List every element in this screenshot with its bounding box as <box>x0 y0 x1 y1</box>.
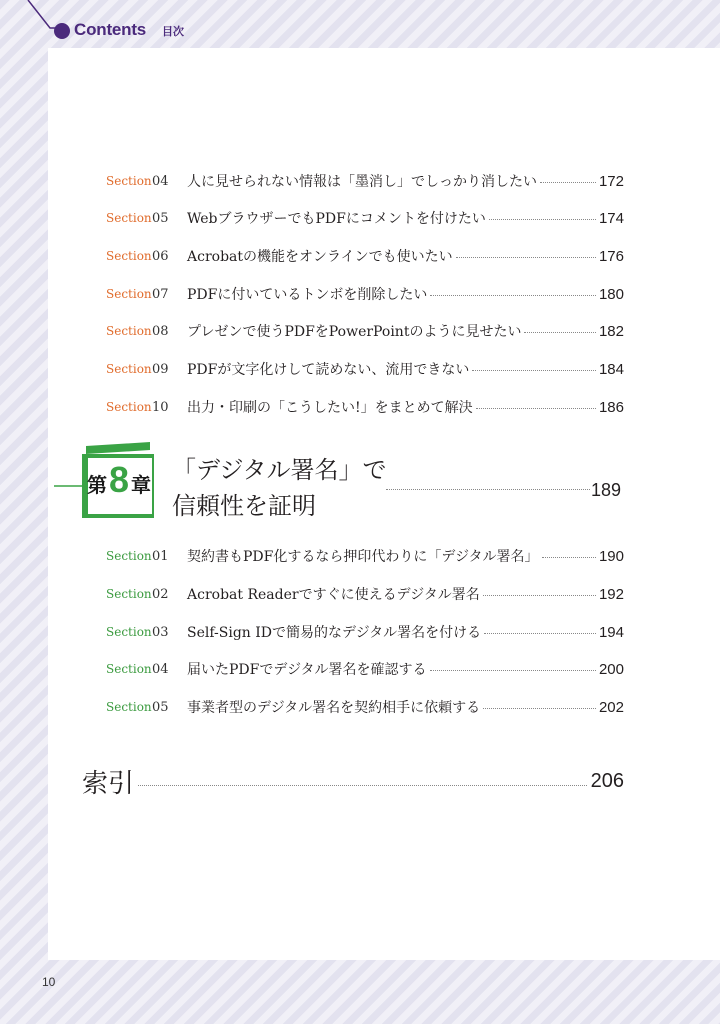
section-number: 10 <box>152 399 169 415</box>
chapter-title <box>172 452 387 524</box>
section-number: 03 <box>152 624 169 640</box>
section-title: PDFに付いているトンボを削除したい <box>187 287 428 303</box>
section-title: プレゼンで使うPDFをPowerPointのように見せたい <box>187 324 522 340</box>
section-title: 人に見せられない情報は「墨消し」でしっかり消したい <box>187 174 537 190</box>
toc-entry[interactable] <box>106 283 624 305</box>
page-number: 192 <box>598 585 624 603</box>
section-label: Section <box>106 625 152 639</box>
chapter-title-line2: 信頼性を証明 <box>172 492 316 520</box>
dot-leader <box>472 370 596 371</box>
section-label: Section <box>106 324 152 338</box>
page-number: 194 <box>598 623 624 641</box>
section-label: Section <box>106 211 152 225</box>
section-label: Section <box>106 549 152 563</box>
toc-entry[interactable] <box>106 658 624 680</box>
dot-leader <box>138 785 587 786</box>
toc-entry[interactable] <box>106 545 624 567</box>
chapter-suffix: 章 <box>131 473 152 497</box>
page-number: 176 <box>598 247 624 265</box>
section-number: 04 <box>152 661 169 677</box>
section-number: 01 <box>152 548 169 564</box>
folio-page-number: 10 <box>42 975 56 989</box>
toc-entry[interactable] <box>106 583 624 605</box>
chapter-number: 8 <box>108 459 130 500</box>
toc-entry[interactable] <box>106 245 624 267</box>
dot-leader <box>430 295 596 296</box>
section-title: 出力・印刷の「こうしたい!」をまとめて解決 <box>187 400 473 416</box>
dot-leader <box>542 557 596 558</box>
page-number: 190 <box>598 547 624 565</box>
header-dot-icon <box>54 23 70 39</box>
toc-entry[interactable] <box>106 621 624 643</box>
section-title: 届いたPDFでデジタル署名を確認する <box>187 662 427 678</box>
toc-entry[interactable] <box>106 170 624 192</box>
toc-entry[interactable] <box>106 696 624 718</box>
chapter-prefix: 第 <box>86 473 107 497</box>
section-number: 05 <box>152 699 169 715</box>
section-label: Section <box>106 662 152 676</box>
page-number: 180 <box>598 285 624 303</box>
page-number: 186 <box>598 398 624 416</box>
dot-leader <box>484 633 596 634</box>
toc-entry[interactable] <box>106 320 624 342</box>
page-number: 174 <box>598 209 624 227</box>
section-label: Section <box>106 174 152 188</box>
section-number: 04 <box>152 173 169 189</box>
chapter-title-line1: 「デジタル署名」で <box>172 456 387 484</box>
section-number: 02 <box>152 586 169 602</box>
page-number: 172 <box>598 172 624 190</box>
section-label: Section <box>106 287 152 301</box>
section-number: 09 <box>152 361 169 377</box>
toc-entry[interactable] <box>106 207 624 229</box>
section-number: 05 <box>152 210 169 226</box>
dot-leader <box>483 708 596 709</box>
section-title: Self-Sign IDで簡易的なデジタル署名を付ける <box>187 625 482 641</box>
dot-leader <box>456 257 596 258</box>
section-title: WebブラウザーでもPDFにコメントを付けたい <box>187 211 486 227</box>
dot-leader <box>489 219 596 220</box>
toc-entry[interactable] <box>106 396 624 418</box>
dot-leader <box>476 408 596 409</box>
index-page-number: 206 <box>590 769 624 792</box>
dot-leader <box>483 595 596 596</box>
section-label: Section <box>106 249 152 263</box>
section-label: Section <box>106 362 152 376</box>
dot-leader <box>524 332 596 333</box>
index-title: 索引 <box>82 768 135 799</box>
section-number: 07 <box>152 286 169 302</box>
section-label: Section <box>106 700 152 714</box>
section-title: Acrobat Readerですぐに使えるデジタル署名 <box>187 587 480 603</box>
section-number: 06 <box>152 248 169 264</box>
page-number: 184 <box>598 360 624 378</box>
dot-leader <box>430 670 596 671</box>
page-number: 202 <box>598 698 624 716</box>
section-label: Section <box>106 400 152 414</box>
dot-leader <box>386 489 590 490</box>
header <box>0 0 720 48</box>
page-number: 182 <box>598 322 624 340</box>
section-number: 08 <box>152 323 169 339</box>
page-number: 200 <box>598 660 624 678</box>
header-title: Contents <box>74 20 147 39</box>
chapter-8-heading[interactable] <box>54 440 634 530</box>
header-subtitle: 目次 <box>162 25 184 38</box>
section-title: 契約書もPDF化するなら押印代わりに「デジタル署名」 <box>187 549 539 565</box>
section-title: Acrobatの機能をオンラインでも使いたい <box>187 249 453 265</box>
chapter-badge <box>84 454 154 518</box>
section-title: PDFが文字化けして読めない、流用できない <box>187 362 470 378</box>
index-entry[interactable] <box>82 764 624 798</box>
chapter-page-number: 189 <box>591 480 622 500</box>
dot-leader <box>540 182 596 183</box>
section-title: 事業者型のデジタル署名を契約相手に依頼する <box>187 700 481 716</box>
toc-entry[interactable] <box>106 358 624 380</box>
section-label: Section <box>106 587 152 601</box>
